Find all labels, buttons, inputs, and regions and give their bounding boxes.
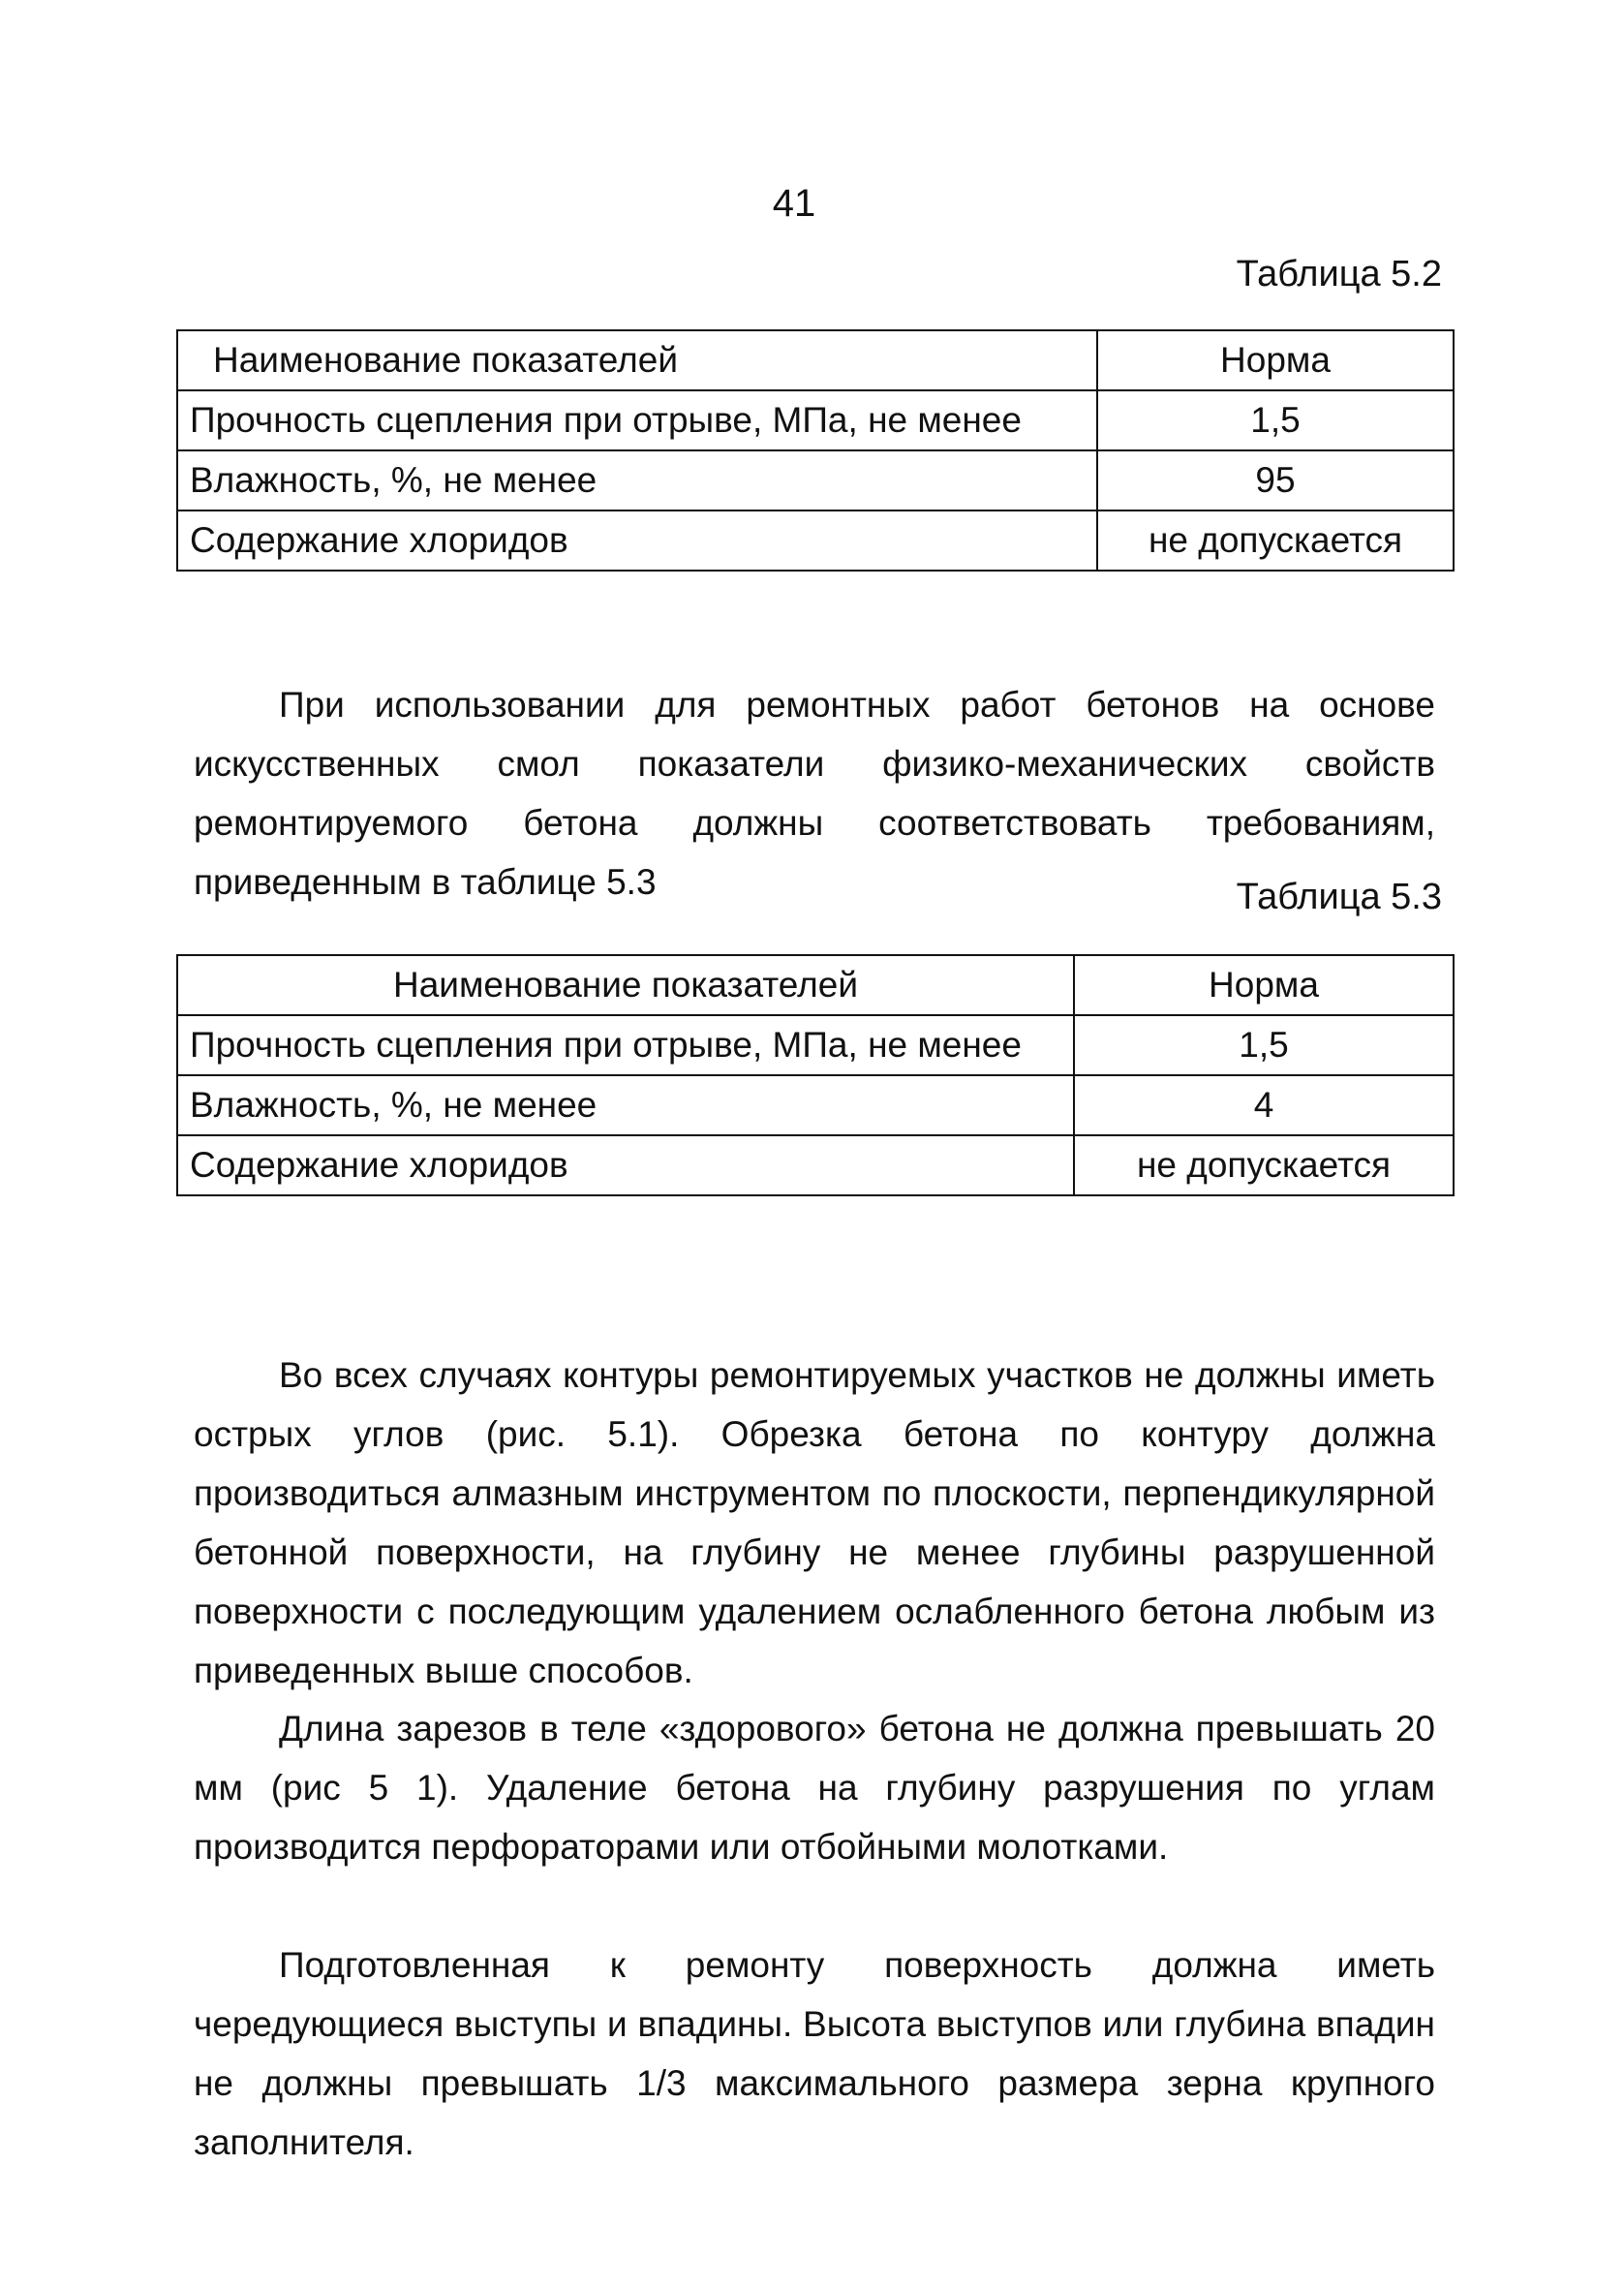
norm-cell: 95 [1097,450,1454,510]
paragraph-surface-preparation: Подготовленная к ремонту поверхность должна иметь чередующиеся выступы и впадины. Высота выступов или глубина впадин не должны превышать 1/3 максимального размера зерна крупного заполнителя. [194,1945,1435,2162]
header-param-cell: Наименование показателей [177,330,1097,390]
header-norm-cell: Норма [1097,330,1454,390]
header-norm-cell: Норма [1074,955,1454,1015]
table-header-row [177,330,1454,390]
table-5-2 [176,329,1455,572]
paragraph-cut-length: Длина зарезов в теле «здорового» бетона не должна превышать 20 мм (рис 5 1). Удаление бетона на глубину разрушения по углам производится перфораторами или отбойными молотками. [194,1709,1435,1867]
page-number: 41 [772,182,816,225]
paragraph-contour-cutting: Во всех случаях контуры ремонтируемых участков не должны иметь острых углов (рис. 5.1). Обрезка бетона по контуру должна производиться алмазным инструментом по плоскости, перпендикулярной бетонной поверхности, на глубину не менее глубины разрушенной поверхности с последующим удалением ослабленного бетона любым из приведенных выше способов. [194,1355,1435,1690]
table-5-3 [176,954,1455,1196]
table-row [177,450,1454,510]
param-cell: Содержание хлоридов [177,510,1097,571]
norm-cell: не допускается [1074,1135,1454,1195]
param-cell: Влажность, %, не менее [177,450,1097,510]
table-row [177,1015,1454,1075]
paragraph-synthetic-resin-requirements: При использовании для ремонтных работ бетонов на основе искусственных смол показатели физико-механических свойств ремонтируемого бетона должны соответствовать требованиям, приведенным в таблице 5.3 [194,685,1435,902]
header-param-cell: Наименование показателей [177,955,1074,1015]
table-5-3-caption: Таблица 5.3 [1236,877,1442,917]
param-cell: Влажность, %, не менее [177,1075,1074,1135]
table-row [177,1075,1454,1135]
table-header-row [177,955,1454,1015]
param-cell: Прочность сцепления при отрыве, МПа, не менее [177,1015,1074,1075]
table-row [177,1135,1454,1195]
param-cell: Содержание хлоридов [177,1135,1074,1195]
table-row [177,390,1454,450]
param-cell: Прочность сцепления при отрыве, МПа, не менее [177,390,1097,450]
norm-cell: 4 [1074,1075,1454,1135]
norm-cell: не допускается [1097,510,1454,571]
table-5-2-caption: Таблица 5.2 [1236,254,1442,294]
table-row [177,510,1454,571]
norm-cell: 1,5 [1074,1015,1454,1075]
norm-cell: 1,5 [1097,390,1454,450]
